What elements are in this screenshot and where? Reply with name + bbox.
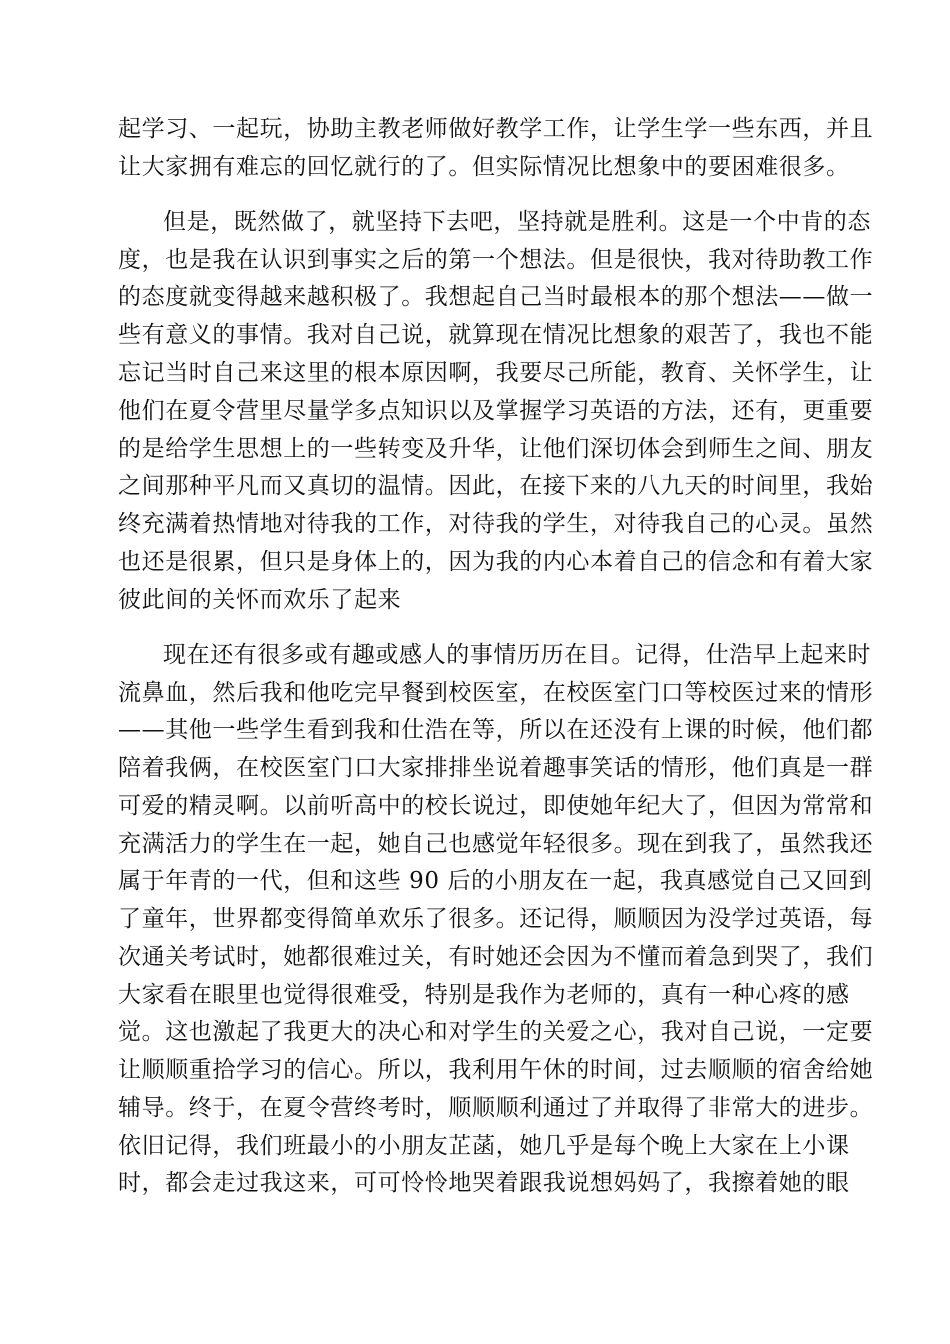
text-line: 属于年青的一代，但和这些 90 后的小朋友在一起，我真感觉自己又回到 [118,868,873,894]
text-line: 现在还有很多或有趣或感人的事情历历在目。记得，仕浩早上起来时 [163,642,871,668]
text-line: 充满活力的学生在一起，她自己也感觉年轻很多。现在到我了，虽然我还 [118,831,874,857]
text-line: 了童年，世界都变得简单欢乐了很多。还记得，顺顺因为没学过英语，每 [118,906,874,932]
text-line: 之间那种平凡而又真切的温情。因此，在接下来的八九天的时间里，我始 [118,473,874,499]
text-line: 些有意义的事情。我对自己说，就算现在情况比想象的艰苦了，我也不能 [118,322,874,348]
text-line: 彼此间的关怀而欢乐了起来 [118,587,402,613]
text-line: 辅导。终于，在夏令营终考时，顺顺顺利通过了并取得了非常大的进步。 [118,1095,874,1121]
text-line: 他们在夏令营里尽量学多点知识以及掌握学习英语的方法，还有，更重要 [118,398,874,424]
text-line: ——其他一些学生看到我和仕浩在等，所以在还没有上课的时候，他们都 [118,717,874,743]
text-line: 觉。这也激起了我更大的决心和对学生的关爱之心，我对自己说，一定要 [118,1019,874,1045]
text-line: 依旧记得，我们班最小的小朋友芷菡，她几乎是每个晚上大家在上小课 [118,1133,850,1159]
text-line: 的是给学生思想上的一些转变及升华，让他们深切体会到师生之间、朋友 [118,436,874,462]
text-line: 也还是很累，但只是身体上的，因为我的内心本着自己的信念和有着大家 [118,549,874,575]
text-line: 让大家拥有难忘的回忆就行的了。但实际情况比想象中的要困难很多。 [118,154,850,180]
text-line: 时，都会走过我这来，可可怜怜地哭着跟我说想妈妈了，我擦着她的眼 [118,1170,850,1196]
text-line: 次通关考试时，她都很难过关，有时她还会因为不懂而着急到哭了，我们 [118,944,874,970]
text-line: 度，也是我在认识到事实之后的第一个想法。但是很快，我对待助教工作 [118,247,874,273]
text-line: 终充满着热情地对待我的工作，对待我的学生，对待我自己的心灵。虽然 [118,511,874,537]
text-line: 可爱的精灵啊。以前听高中的校长说过，即使她年纪大了，但因为常常和 [118,793,874,819]
text-line: 但是，既然做了，就坚持下去吧，坚持就是胜利。这是一个中肯的态 [163,209,871,235]
text-line: 让顺顺重拾学习的信心。所以，我利用午休的时间，过去顺顺的宿舍给她 [118,1057,874,1083]
text-line: 忘记当时自己来这里的根本原因啊，我要尽己所能，教育、关怀学生，让 [118,360,874,386]
text-line: 大家看在眼里也觉得很难受，特别是我作为老师的，真有一种心疼的感 [118,982,850,1008]
text-line: 流鼻血，然后我和他吃完早餐到校医室，在校医室门口等校医过来的情形 [118,680,874,706]
text-line: 起学习、一起玩，协助主教老师做好教学工作，让学生学一些东西，并且 [118,116,874,142]
text-line: 陪着我俩，在校医室门口大家排排坐说着趣事笑话的情形，他们真是一群 [118,755,874,781]
text-line: 的态度就变得越来越积极了。我想起自己当时最根本的那个想法——做一 [118,284,874,310]
